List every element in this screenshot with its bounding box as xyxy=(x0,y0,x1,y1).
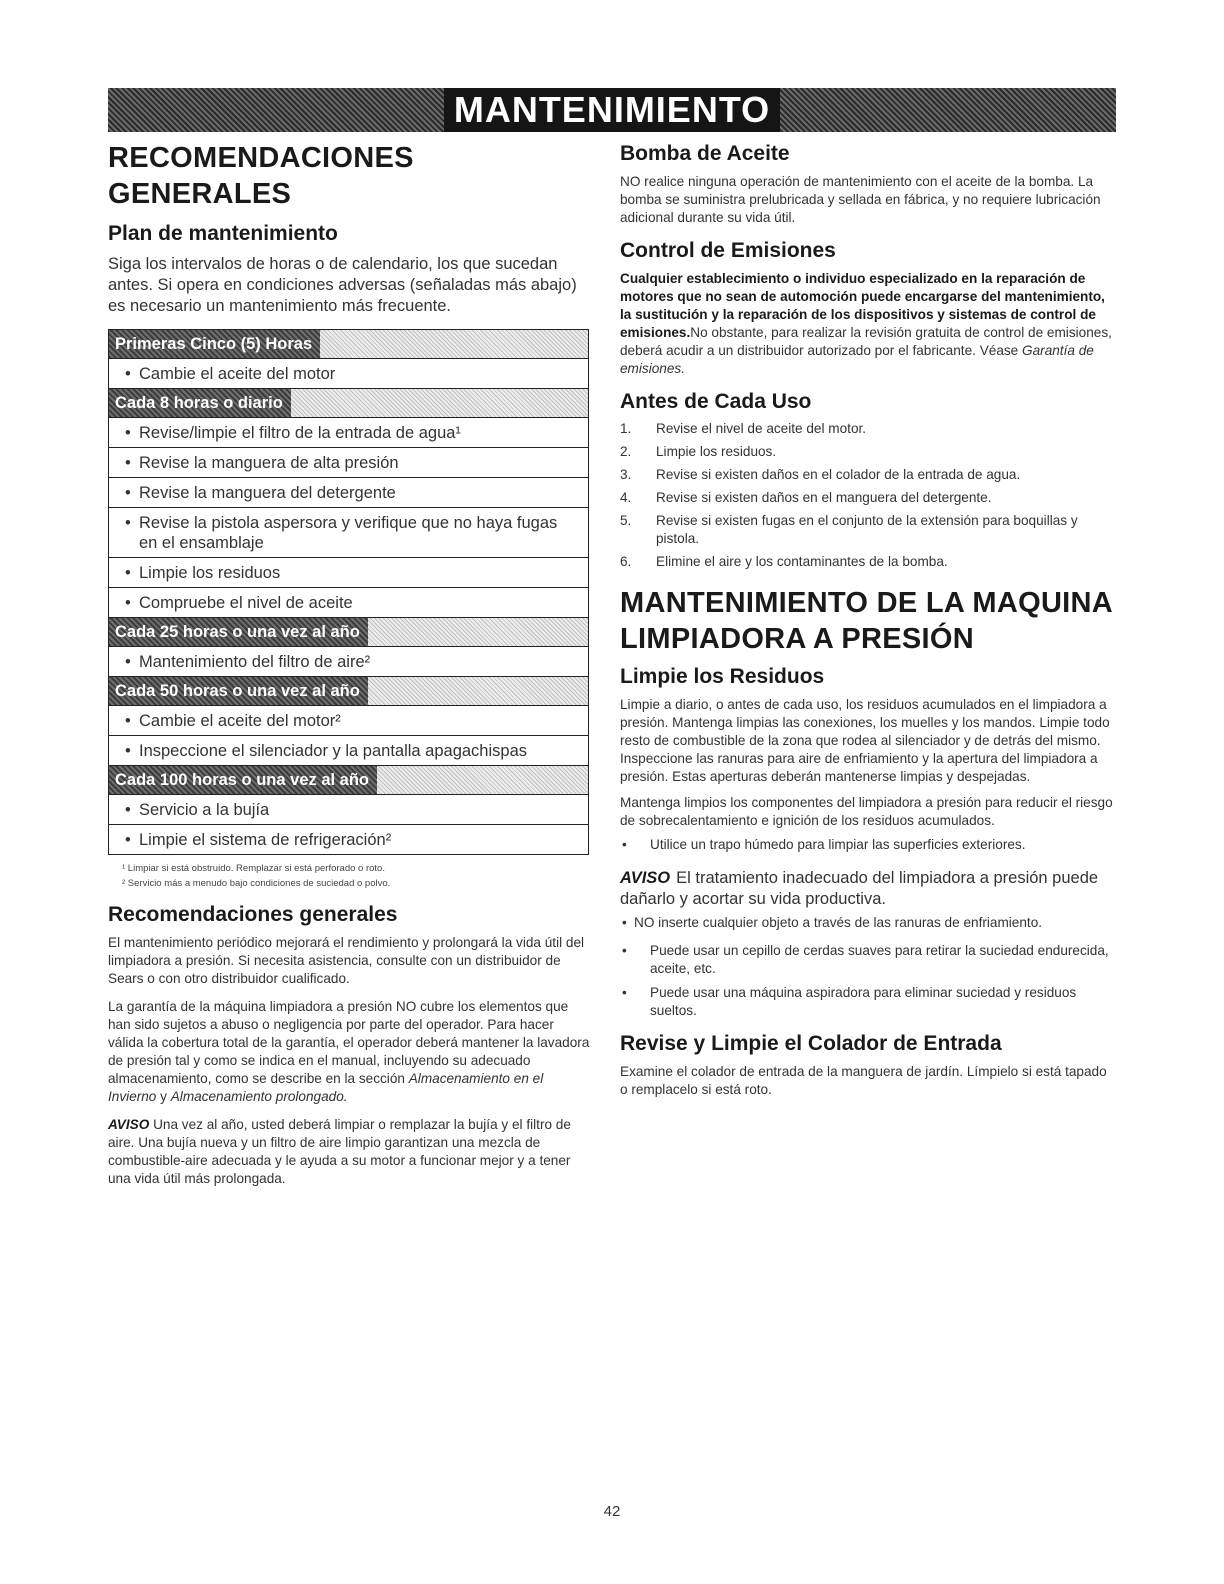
page-number: 42 xyxy=(603,1503,621,1520)
aviso-paragraph xyxy=(108,1116,592,1188)
heading-maquina-line-1: MANTENIMIENTO DE LA MAQUINA xyxy=(620,587,1114,619)
left-column xyxy=(108,140,592,1188)
step-number: 3. xyxy=(620,467,632,482)
step-number: 5. xyxy=(620,513,632,528)
bullet: • xyxy=(125,653,131,671)
table-footnotes xyxy=(108,861,592,891)
schedule-header xyxy=(109,389,588,418)
schedule-header-label: Primeras Cinco (5) Horas xyxy=(109,330,320,358)
aviso-label: AVISO xyxy=(108,1117,150,1132)
schedule-row xyxy=(109,418,588,448)
schedule-row-text: Revise la pistola aspersora y verifique que no haya fugas en el ensamblaje xyxy=(139,514,558,552)
rec-paragraph-2 xyxy=(108,998,592,1106)
limpie-paragraph-2: Mantenga limpios los componentes del limpiadora a presión para reducir el riesgo de sobrecalentamiento e ignición de los residuos acumulados. xyxy=(620,795,1113,828)
rec-p2-italic-2: Almacenamiento prolongado. xyxy=(170,1089,348,1104)
schedule-header-label: Cada 25 horas o una vez al año xyxy=(109,618,368,646)
bullet-text: Puede usar un cepillo de cerdas suaves para retirar la suciedad endurecida, aceite, etc. xyxy=(650,943,1109,976)
schedule-row-text: Cambie el aceite del motor xyxy=(139,365,336,383)
aviso-text: Una vez al año, usted deberá limpiar o remplazar la bujía y el filtro de aire. Una bujía nueva y un filtro de aire limpio garantizan una mezcla de combustible-aire adecuada y le ayuda a su motor a funcionar mejor y a tener una vida útil más prolongada. xyxy=(108,1117,571,1186)
limpie-bullet-list xyxy=(620,836,1116,854)
aviso-label: AVISO xyxy=(620,869,671,887)
bullet: • xyxy=(125,801,131,819)
list-item xyxy=(620,443,1116,461)
cleaning-bullet-list xyxy=(620,942,1116,1020)
bullet: • xyxy=(125,712,131,730)
schedule-row xyxy=(109,825,588,854)
rec-p2-text-a: La garantía de la máquina limpiadora a presión NO cubre los elementos que han sido sujetos a abuso o negligencia por parte del operador. Para hacer válida la cobertura total de la garantía, el operador deberá mantener la lavadora de presión tal y como se indica en el manual, incluyendo su adecuado almacenamiento, como se describe en la sección xyxy=(108,999,590,1086)
revise-text: Examine el colador de entrada de la manguera de jardín. Límpielo si está tapado o remplacelo si está roto. xyxy=(620,1064,1107,1097)
schedule-row xyxy=(109,448,588,478)
footnote-2: ² Servicio más a menudo bajo condiciones de suciedad o polvo. xyxy=(122,878,391,889)
banner-title: MANTENIMIENTO xyxy=(444,88,780,132)
bullet: • xyxy=(622,985,627,1000)
schedule-row xyxy=(109,588,588,618)
schedule-row xyxy=(109,478,588,508)
aviso-notice xyxy=(620,868,1116,910)
bullet: • xyxy=(622,837,627,852)
step-number: 4. xyxy=(620,490,632,505)
section-banner xyxy=(108,88,1116,132)
schedule-row xyxy=(109,508,588,558)
step-text: Revise si existen daños en el colador de la entrada de agua. xyxy=(656,467,1021,482)
bomba-text: NO realice ninguna operación de mantenimiento con el aceite de la bomba. La bomba se suministra prelubricada y sellada en fábrica, y no requiere lubricación adicional durante su vida útil. xyxy=(620,174,1101,225)
bullet: • xyxy=(125,742,131,760)
schedule-row-text: Revise/limpie el filtro de la entrada de agua¹ xyxy=(139,424,461,442)
antes-title: Antes de Cada Uso xyxy=(620,390,812,413)
bullet: • xyxy=(125,424,131,442)
schedule-row xyxy=(109,736,588,766)
plan-text: Siga los intervalos de horas o de calendario, los que sucedan antes. Si opera en condiciones adversas (señaladas más abajo) es necesario un mantenimiento más frecuente. xyxy=(108,255,577,315)
schedule-header-label: Cada 8 horas o diario xyxy=(109,389,291,417)
list-item xyxy=(620,914,1116,932)
rec-title: Recomendaciones generales xyxy=(108,903,398,926)
step-number: 1. xyxy=(620,421,632,436)
schedule-row-text: Cambie el aceite del motor² xyxy=(139,712,341,730)
control-italic-text: Garantía de emisiones. xyxy=(620,343,1094,376)
schedule-row-text: Revise la manguera de alta presión xyxy=(139,454,399,472)
bullet: • xyxy=(125,594,131,612)
schedule-row xyxy=(109,359,588,389)
bullet: • xyxy=(125,831,131,849)
rec-paragraph-1: El mantenimiento periódico mejorará el rendimiento y prolongará la vida útil del limpiadora a presión. Si necesita asistencia, consulte con un distribuidor de Sears o con otro distribuidor cualificado. xyxy=(108,935,585,986)
schedule-row-text: Limpie el sistema de refrigeración² xyxy=(139,831,392,849)
bullet: • xyxy=(622,943,627,958)
schedule-header xyxy=(109,618,588,647)
schedule-header xyxy=(109,330,588,359)
schedule-row-text: Compruebe el nivel de aceite xyxy=(139,594,353,612)
schedule-header xyxy=(109,766,588,795)
revise-title: Revise y Limpie el Colador de Entrada xyxy=(620,1032,1002,1055)
schedule-row-text: Mantenimiento del filtro de aire² xyxy=(139,653,371,671)
bullet: • xyxy=(125,484,131,502)
limpie-title: Limpie los Residuos xyxy=(620,665,825,688)
bullet-text: NO inserte cualquier objeto a través de las ranuras de enfriamiento. xyxy=(634,915,1043,930)
heading-maquina-line-2: LIMPIADORA A PRESIÓN xyxy=(620,623,975,655)
schedule-row-text: Inspeccione el silenciador y la pantalla apagachispas xyxy=(139,742,527,760)
limpie-paragraph-1: Limpie a diario, o antes de cada uso, los residuos acumulados en el limpiadora a presión. Mantenga limpias las conexiones, los muelles y los mandos. Limpie todo resto de combustible de la zona que rodea al silenciador y de detrás del mismo. Inspeccione las ranuras para aire de enfriamiento y la apertura del limpiadora a presión. Estas aperturas deberán mantenerse limpias y despejadas. xyxy=(620,697,1110,784)
antes-steps-list xyxy=(620,420,1116,571)
bullet: • xyxy=(125,454,131,472)
schedule-row-text: Revise la manguera del detergente xyxy=(139,484,396,502)
schedule-row xyxy=(109,706,588,736)
schedule-header-label: Cada 100 horas o una vez al año xyxy=(109,766,377,794)
control-text xyxy=(620,270,1116,378)
list-item xyxy=(620,466,1116,484)
schedule-row xyxy=(109,795,588,825)
list-item xyxy=(620,836,1116,854)
footnote-1: ¹ Limpiar si está obstruido. Remplazar si está perforado o roto. xyxy=(122,863,385,874)
step-text: Limpie los residuos. xyxy=(656,444,777,459)
step-text: Revise si existen fugas en el conjunto de la extensión para boquillas y pistola. xyxy=(656,513,1078,546)
step-number: 2. xyxy=(620,444,632,459)
aviso-bullet-list xyxy=(620,914,1116,932)
control-title: Control de Emisiones xyxy=(620,239,836,262)
bullet: • xyxy=(125,365,131,383)
control-bold-text: Cualquier establecimiento o individuo especializado en la reparación de motores que no sean de automoción puede encargarse del mantenimiento, la sustitución y la reparación de los dispositivos y sistemas de control de emisiones. xyxy=(620,271,1105,340)
step-number: 6. xyxy=(620,554,632,569)
bomba-title: Bomba de Aceite xyxy=(620,142,790,165)
right-column xyxy=(620,140,1116,1099)
schedule-row-text: Limpie los residuos xyxy=(139,564,281,582)
list-item xyxy=(620,553,1116,571)
schedule-header xyxy=(109,677,588,706)
bullet-text: Utilice un trapo húmedo para limpiar las superficies exteriores. xyxy=(650,837,1026,852)
heading-recomendaciones: RECOMENDACIONES GENERALES xyxy=(108,142,414,210)
step-text: Revise el nivel de aceite del motor. xyxy=(656,421,867,436)
list-item xyxy=(620,984,1116,1020)
rec-p2-italic-1: Almacenamiento en el Invierno xyxy=(108,1071,544,1104)
bullet: • xyxy=(622,915,627,930)
heading-maquina xyxy=(620,585,1116,657)
control-regular-text: No obstante, para realizar la revisión gratuita de control de emisiones, deberá acudir a un distribuidor autorizado por el fabricante. Véase xyxy=(620,325,1112,358)
bullet: • xyxy=(125,564,131,582)
maintenance-schedule-table xyxy=(108,329,589,855)
step-text: Revise si existen daños en el manguera del detergente. xyxy=(656,490,992,505)
schedule-header-label: Cada 50 horas o una vez al año xyxy=(109,677,368,705)
plan-title: Plan de mantenimiento xyxy=(108,222,338,245)
schedule-row xyxy=(109,647,588,677)
bullet: • xyxy=(125,514,131,532)
rec-p2-text-b: y xyxy=(156,1089,171,1104)
list-item xyxy=(620,420,1116,438)
bullet-text: Puede usar una máquina aspiradora para eliminar suciedad y residuos sueltos. xyxy=(650,985,1077,1018)
list-item xyxy=(620,489,1116,507)
schedule-row-text: Servicio a la bujía xyxy=(139,801,270,819)
list-item xyxy=(620,942,1116,978)
list-item xyxy=(620,512,1116,548)
step-text: Elimine el aire y los contaminantes de la bomba. xyxy=(656,554,948,569)
aviso-text: El tratamiento inadecuado del limpiadora a presión puede dañarlo y acortar su vida productiva. xyxy=(620,869,1099,908)
schedule-row xyxy=(109,558,588,588)
